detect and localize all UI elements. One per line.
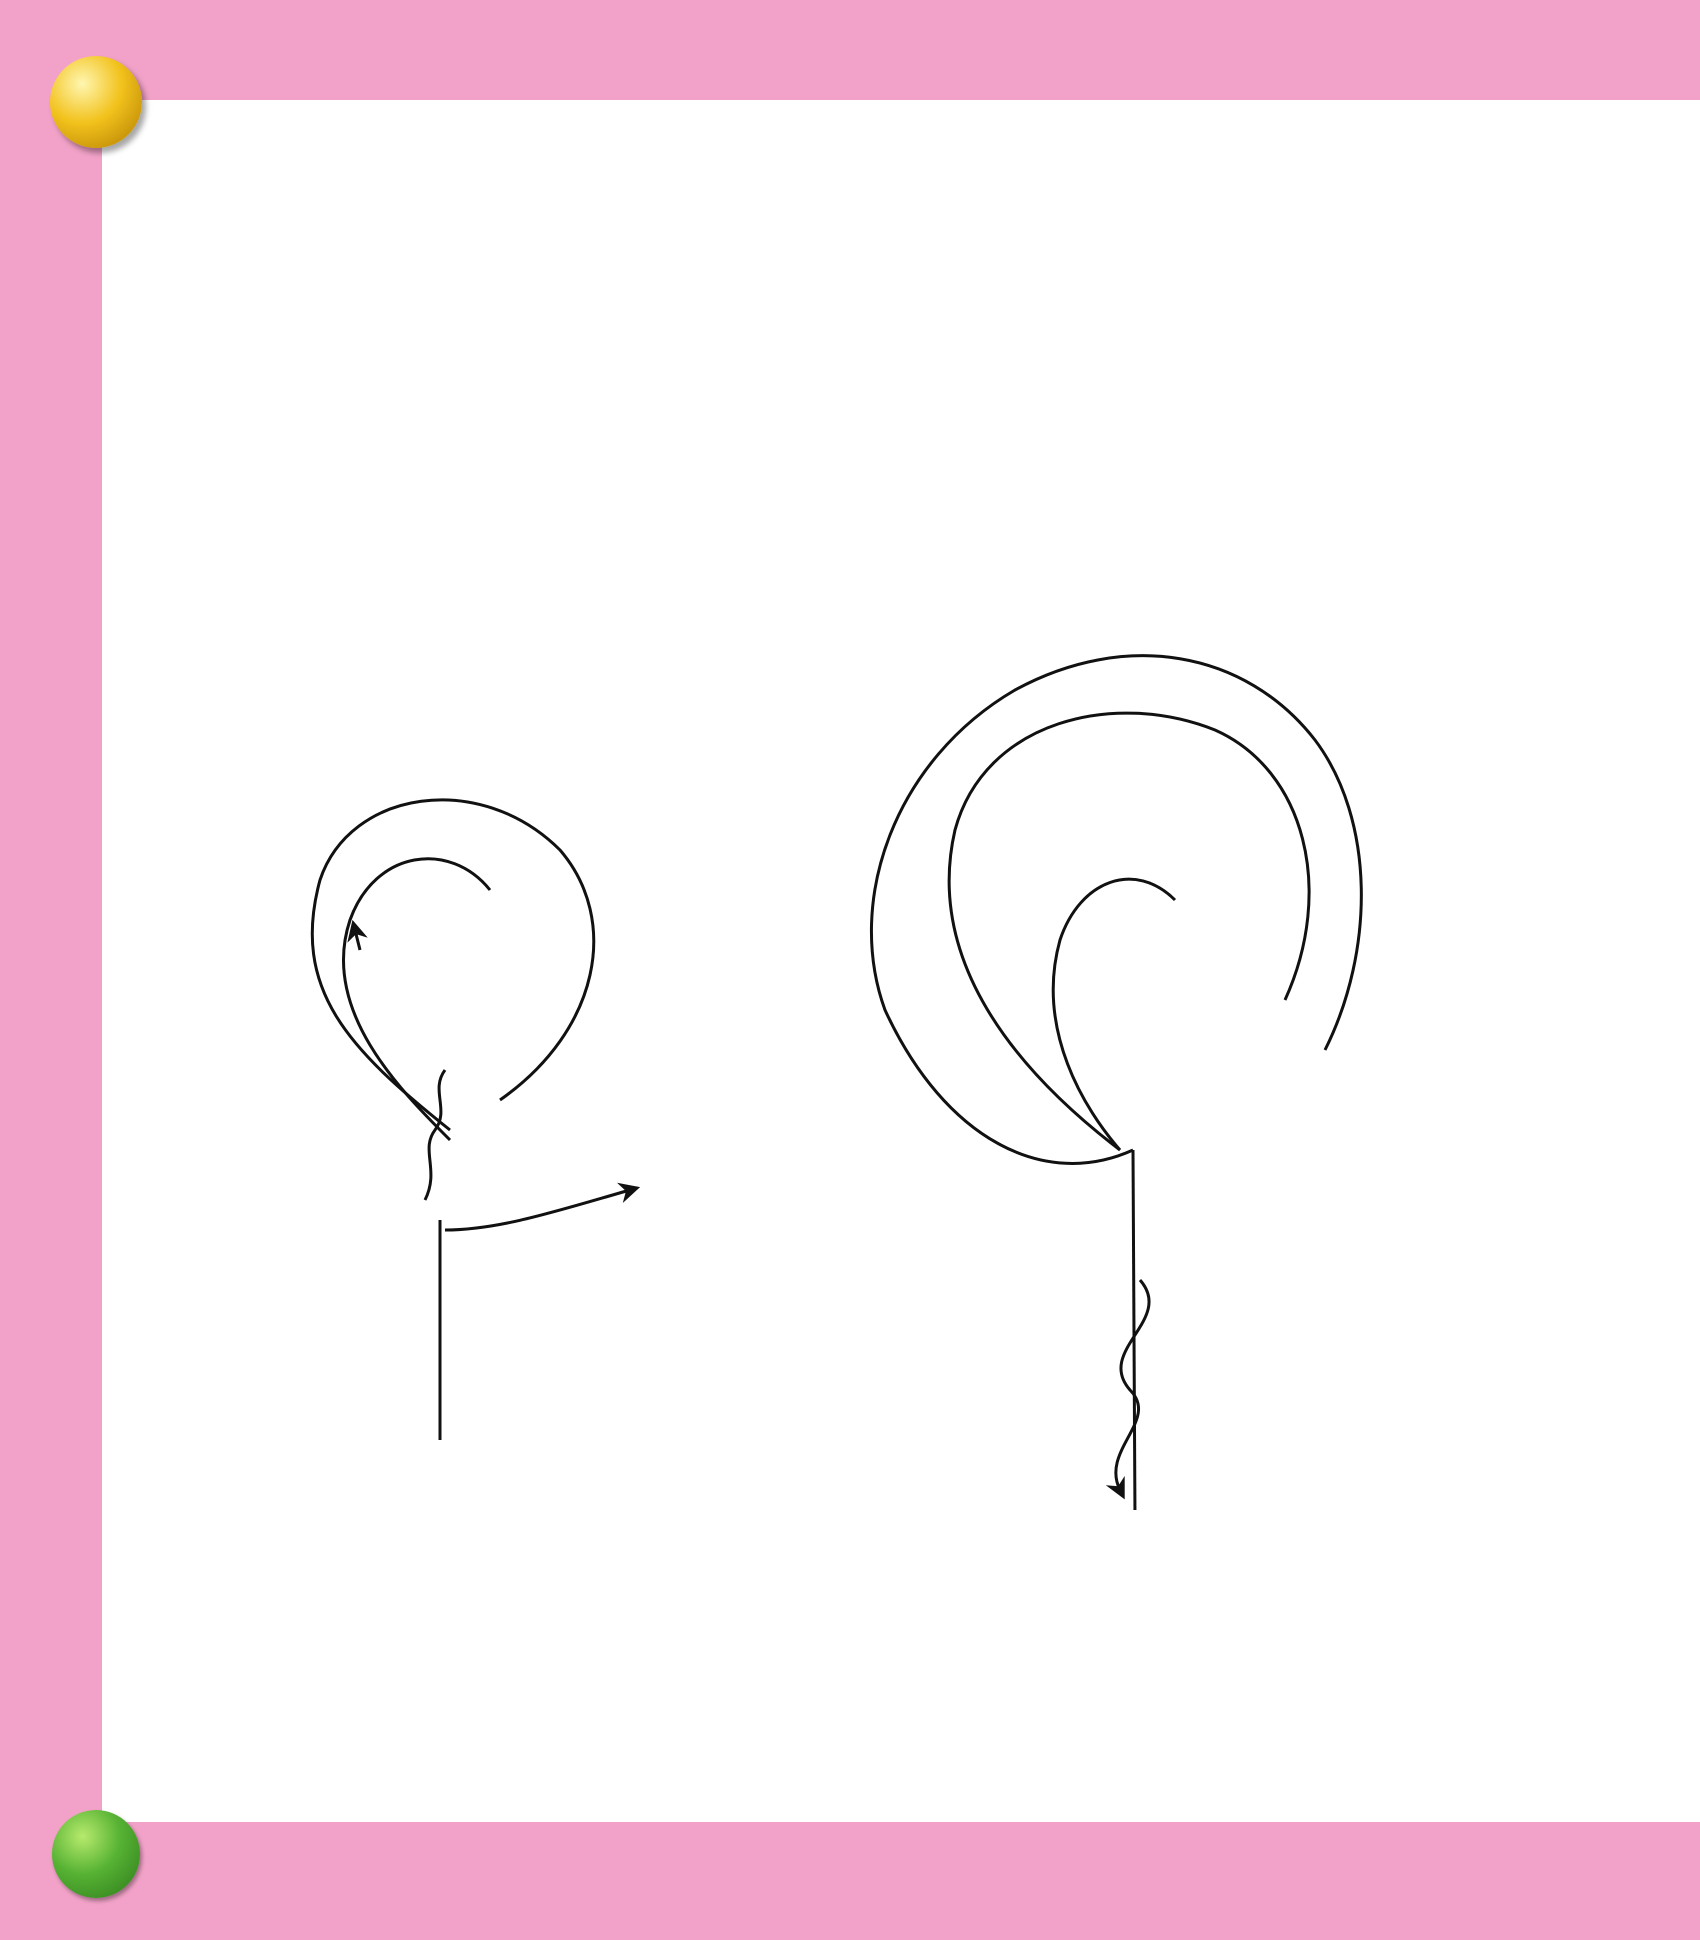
arrow-path bbox=[445, 1190, 630, 1230]
thread-path bbox=[425, 1070, 445, 1200]
figure-111-diagram bbox=[815, 630, 1495, 1510]
thread-path bbox=[949, 713, 1309, 1150]
page-number-badge bbox=[52, 1810, 140, 1898]
thread-path bbox=[1133, 1150, 1135, 1510]
thread-path bbox=[312, 800, 593, 1130]
thread-path bbox=[871, 656, 1361, 1164]
thread-path bbox=[343, 859, 490, 1140]
thread-path bbox=[355, 930, 360, 950]
figure-110-diagram bbox=[200, 730, 720, 1480]
corner-bead-icon bbox=[50, 56, 142, 148]
